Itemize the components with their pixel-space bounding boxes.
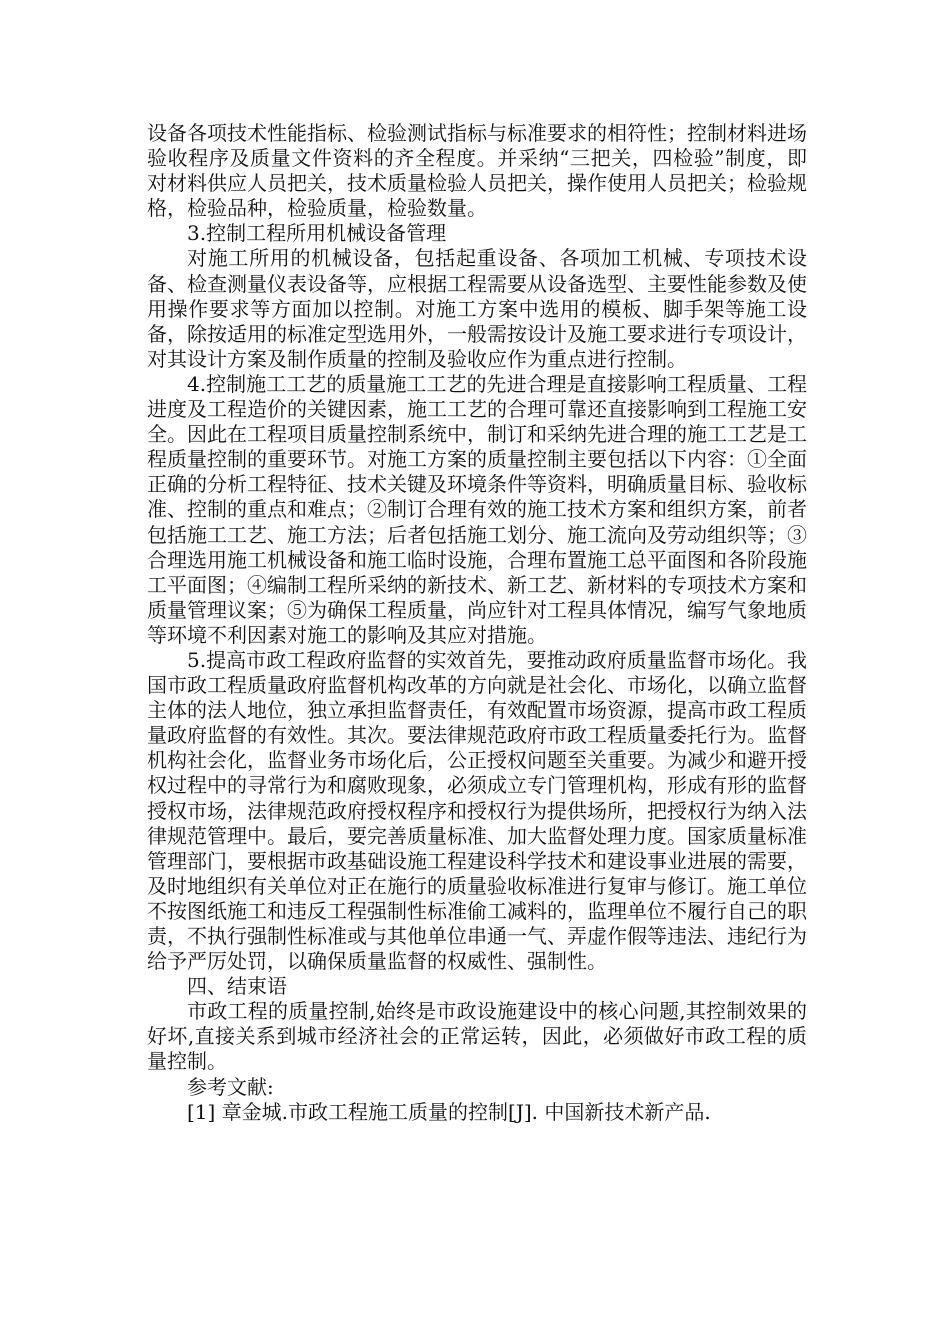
paragraph-conclusion: 市政工程的质量控制,始终是市政设施建设中的核心问题,其控制效果的好坏,直接关系到城市经济社会的正常运转，因此，必须做好市政工程的质量控制。 [147, 999, 807, 1074]
reference-item-1: [1] 章金城.市政工程施工质量的控制[J]. 中国新技术新产品. [187, 1099, 711, 1124]
paragraph-material-inspection: 设备各项技术性能指标、检验测试指标与标准要求的相符性；控制材料进场验收程序及质量文件资料的齐全程度。并采纳“三把关，四检验”制度，即对材料供应人员把关，技术质量检验人员把关，操作使用人员把关；检验规格，检验品种，检验质量，检验数量。 [147, 121, 807, 221]
paragraph-process-quality: 4.控制施工工艺的质量施工工艺的先进合理是直接影响工程质量、工程进度及工程造价的关键因素，施工工艺的合理可靠还直接影响到工程施工安全。因此在工程项目质量控制系统中，制订和采纳先进合理的施工工艺是工程质量控制的重要环节。对施工方案的质量控制主要包括以下内容：①全面正确的分析工程特征、技术关键及环境条件等资料，明确质量目标、验收标准、控制的重点和难点；②制订合理有效的施工技术方案和组织方案，前者包括施工工艺、施工方法；后者包括施工划分、施工流向及劳动组织等；③合理选用施工机械设备和施工临时设施，合理布置施工总平面图和各阶段施工平面图；④编制工程所采纳的新技术、新工艺、新材料的专项技术方案和质量管理议案；⑤为确保工程质量，尚应针对工程具体情况，编写气象地质等环境不利因素对施工的影响及其应对措施。 [147, 371, 807, 647]
document-body [147, 121, 807, 1125]
paragraph-machinery-control: 对施工所用的机械设备，包括起重设备、各项加工机械、专项技术设备、检查测量仪表设备等，应根据工程需要从设备选型、主要性能参数及使用操作要求等方面加以控制。对施工方案中选用的模板、脚手架等施工设备，除按适用的标准定型选用外，一般需按设计及施工要求进行专项设计，对其设计方案及制作质量的控制及验收应作为重点进行控制。 [147, 246, 807, 371]
heading-references: 参考文献: [187, 1074, 274, 1099]
heading-conclusion: 四、结束语 [187, 974, 287, 999]
paragraph-government-supervision: 5.提高市政工程政府监督的实效首先，要推动政府质量监督市场化。我国市政工程质量政府监督机构改革的方向就是社会化、市场化，以确立监督主体的法人地位，独立承担监督责任，有效配置市场资源，提高市政工程质量政府监督的有效性。其次。要法律规范政府市政工程质量委托行为。监督机构社会化，监督业务市场化后，公正授权问题至关重要。为减少和避开授权过程中的寻常行为和腐败现象，必须成立专门管理机构，形成有形的监督授权市场，法律规范政府授权程序和授权行为提供场所，把授权行为纳入法律规范管理中。最后，要完善质量标准、加大监督处理力度。国家质量标准管理部门，要根据市政基础设施工程建设科学技术和建设事业进展的需要，及时地组织有关单位对正在施行的质量验收标准进行复审与修订。施工单位不按图纸施工和违反工程强制性标准偷工减料的，监理单位不履行自己的职责，不执行强制性标准或与其他单位串通一气、弄虚作假等违法、违纪行为给予严厉处罚，以确保质量监督的权威性、强制性。 [147, 647, 807, 974]
heading-machinery-management: 3.控制工程所用机械设备管理 [187, 221, 447, 246]
